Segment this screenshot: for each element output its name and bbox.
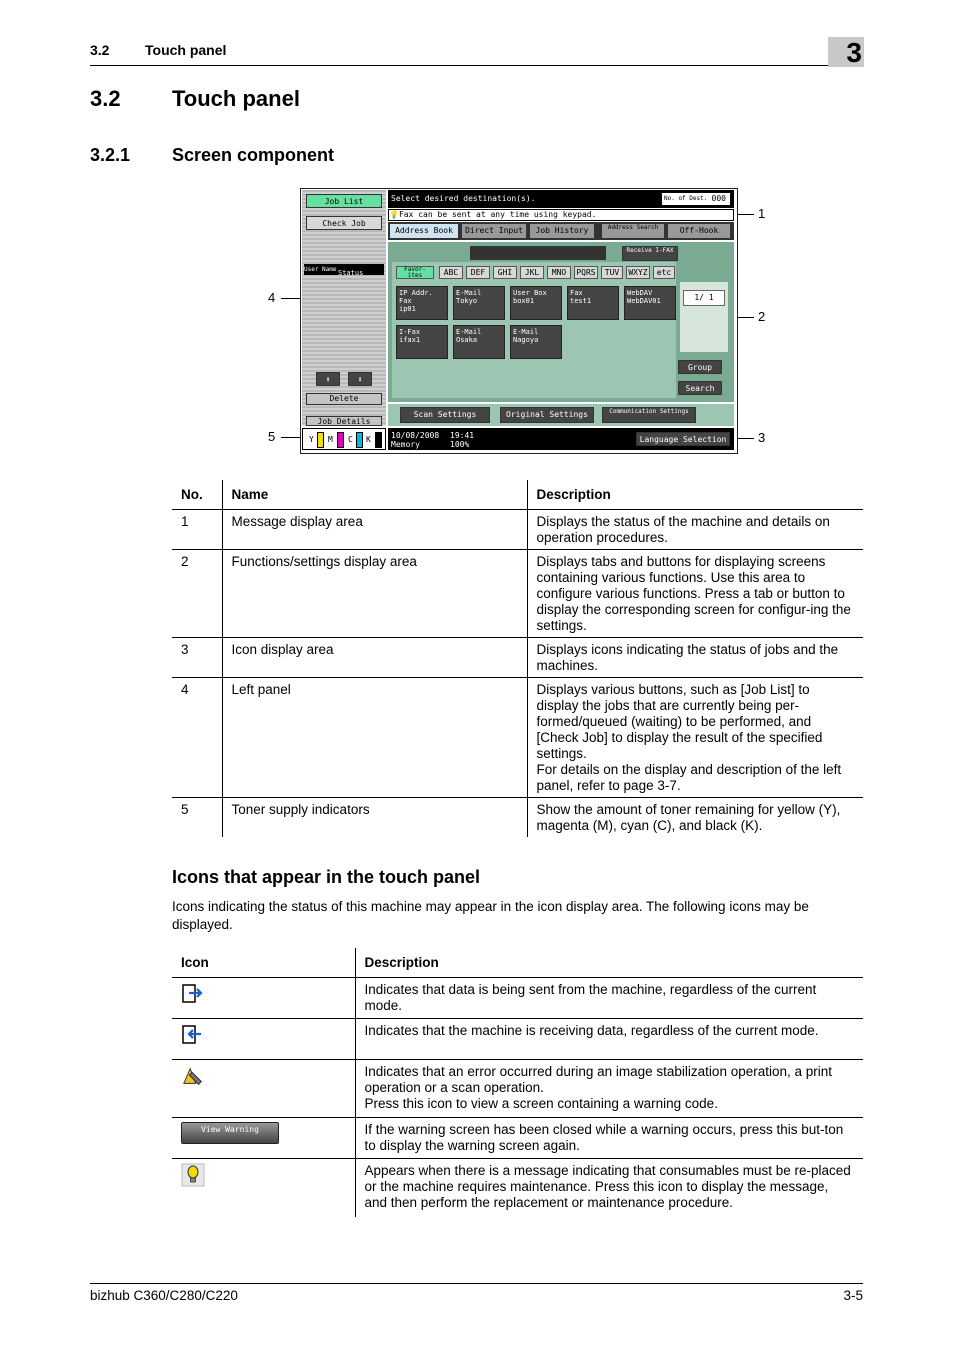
index-ghi[interactable]: GHI (493, 266, 517, 279)
index-abc[interactable]: ABC (439, 266, 463, 279)
icon-cell (172, 1060, 355, 1118)
destination-name: Nagoya (513, 336, 539, 344)
index-etc[interactable]: etc (653, 266, 675, 279)
destination-button[interactable] (453, 286, 505, 320)
date-display: 10/08/2008 (391, 431, 440, 440)
destination-name: WebDAV01 (627, 297, 661, 305)
destination-button[interactable] (567, 286, 619, 320)
table-header-row (172, 948, 863, 978)
row-description: Displays icons indicating the status of jobs and the machines. (527, 638, 863, 678)
row-name: Toner supply indicators (222, 798, 527, 838)
destination-button[interactable] (510, 325, 562, 359)
destination-name: ip01 (399, 305, 416, 313)
scroll-down-button[interactable] (348, 372, 372, 386)
index-mno[interactable]: MNO (547, 266, 571, 279)
tab-address-book[interactable]: Address Book (390, 224, 458, 238)
callout-3: 3 (758, 430, 766, 445)
communication-settings-label: Communication Settings (609, 408, 689, 415)
row-description: Show the amount of toner remaining for yellow (Y), magenta (M), cyan (C), and black (K). (527, 798, 863, 838)
destination-type: E-Mail (513, 328, 539, 336)
table-row (172, 678, 863, 798)
destination-name: test1 (570, 297, 592, 305)
status-column: Status (338, 269, 364, 277)
memory-value: 100% (450, 440, 470, 449)
row-name: Icon display area (222, 638, 527, 678)
callout-5: 5 (268, 429, 276, 444)
destination-type: WebDAV (627, 289, 653, 297)
message-display-area (388, 190, 734, 208)
scroll-up-button[interactable] (316, 372, 340, 386)
screen-component-table (172, 480, 863, 837)
lightbulb-icon: 💡 (389, 210, 399, 219)
callout-line-5 (281, 437, 300, 438)
table-row (172, 1060, 863, 1118)
view-warning-label: View Warning (201, 1125, 259, 1134)
table-row (172, 550, 863, 638)
destination-type: Fax (570, 289, 583, 297)
tab-address-search[interactable]: Address Search (602, 224, 664, 238)
original-settings-label: Original Settings (506, 410, 588, 419)
tab-job-history[interactable]: Job History (530, 224, 594, 238)
callout-2: 2 (758, 309, 766, 324)
icon-cell (172, 1118, 355, 1159)
chapter-tab: 3 (828, 37, 864, 67)
header-section-number: 3.2 (90, 42, 110, 58)
callout-line-1 (737, 214, 754, 215)
callout-line-3 (737, 438, 754, 439)
index-tuv[interactable]: TUV (601, 266, 623, 279)
column-header-description: Description (527, 480, 863, 510)
callout-4: 4 (268, 290, 276, 305)
row-description: Displays tabs and buttons for displaying screens containing various functions. Use this area to configure various functions. Press a tab or button to display the corresponding screen for configur-ing the settings. (527, 550, 863, 638)
icons-section-title: Icons that appear in the touch panel (172, 867, 481, 887)
destination-button[interactable] (396, 286, 448, 320)
destination-count-value: 000 (711, 194, 726, 203)
column-header-description: Description (355, 948, 863, 978)
job-list-button[interactable]: Job List (306, 194, 382, 208)
maintenance-lightbulb-icon[interactable] (181, 1163, 205, 1187)
footer-rule (90, 1283, 863, 1284)
scan-settings-button[interactable] (400, 407, 490, 423)
callout-line-4 (281, 298, 300, 299)
icon-cell (172, 978, 355, 1019)
row-name: Message display area (222, 510, 527, 550)
toner-label-magenta: M (328, 435, 333, 444)
search-field (470, 246, 606, 260)
row-description: Indicates that the machine is receiving data, regardless of the current mode. (355, 1019, 863, 1060)
table-row (172, 1118, 863, 1159)
destination-count-label: No. of Dest. (664, 195, 708, 202)
toner-label-yellow: Y (309, 435, 314, 444)
table-row (172, 510, 863, 550)
communication-settings-button[interactable] (602, 407, 696, 423)
tab-off-hook[interactable]: Off-Hook (668, 224, 730, 238)
destination-button[interactable] (624, 286, 676, 320)
user-name-column: User Name (304, 266, 337, 273)
destination-type: E-Mail (456, 289, 482, 297)
receive-ifax-button[interactable]: Receive I-FAX (622, 246, 678, 261)
column-header-name: Name (222, 480, 527, 510)
data-receiving-icon (181, 1023, 205, 1047)
data-sending-icon (181, 982, 205, 1006)
toner-supply-indicators (302, 428, 386, 450)
destination-name: Osaka (456, 336, 478, 344)
header-section-title: Touch panel (145, 42, 227, 58)
search-button[interactable]: Search (678, 381, 722, 395)
page-nav-panel (680, 282, 728, 352)
table-row (172, 1019, 863, 1060)
index-def[interactable]: DEF (466, 266, 490, 279)
row-description: Displays the status of the machine and details on operation procedures. (527, 510, 863, 550)
heading1-number: 3.2 (90, 86, 121, 111)
message-line-2 (388, 209, 734, 221)
index-wxyz[interactable]: WXYZ (626, 266, 650, 279)
index-pqrs[interactable]: PQRS (574, 266, 598, 279)
index-favorites[interactable]: Favor-ites (396, 266, 434, 279)
column-header-no: No. (172, 480, 222, 510)
destination-button[interactable] (396, 325, 448, 359)
memory-label: Memory (391, 440, 420, 449)
row-no: 1 (172, 510, 222, 550)
table-row (172, 638, 863, 678)
callout-line-2 (737, 317, 754, 318)
job-details-button[interactable]: Job Details (306, 416, 382, 426)
toner-bar-cyan (356, 432, 363, 448)
header-rule (90, 65, 863, 66)
toner-label-black: K (366, 435, 371, 444)
original-settings-button[interactable] (500, 407, 594, 423)
error-warning-icon[interactable] (181, 1064, 205, 1088)
destination-button[interactable] (453, 325, 505, 359)
footer-model: bizhub C360/C280/C220 (90, 1288, 238, 1303)
destination-type: E-Mail (456, 328, 482, 336)
message-text: Select desired destination(s). (391, 194, 536, 203)
tab-direct-input[interactable]: Direct Input (462, 224, 526, 238)
row-description: Displays various buttons, such as [Job List] to display the jobs that are currently being per-formed/queued (waiting) to be performed, and [Check Job] to display the result of the specified settings. For details on the display and description of the left panel, refer to page 3-7. (527, 678, 863, 798)
toner-label-cyan: C (348, 435, 353, 444)
toner-bar-black (375, 432, 382, 448)
column-header-icon: Icon (172, 948, 355, 978)
table-row (172, 978, 863, 1019)
footer-page-number: 3-5 (843, 1288, 863, 1303)
settings-bar (388, 404, 734, 426)
row-description: Indicates that data is being sent from the machine, regardless of the current mode. (355, 978, 863, 1019)
row-no: 5 (181, 802, 189, 817)
view-warning-button[interactable] (181, 1122, 279, 1144)
row-name: Functions/settings display area (222, 550, 527, 638)
icon-cell (172, 1019, 355, 1060)
left-panel (302, 190, 386, 426)
arrow-down-icon: ⬇ (357, 375, 363, 384)
row-description: Appears when there is a message indicating that consumables must be re-placed or the machine requires maintenance. Press this icon to display the message, and then perform the replacement or maintenance procedure. (355, 1159, 863, 1217)
row-no: 2 (172, 550, 222, 638)
check-job-button[interactable]: Check Job (306, 216, 382, 230)
callout-1: 1 (758, 206, 766, 221)
table-row (172, 1159, 863, 1217)
icon-display-area (388, 428, 734, 450)
destination-type: I-Fax (399, 328, 421, 336)
table-row (172, 798, 863, 838)
toner-bar-yellow (317, 432, 324, 448)
arrow-up-icon: ⬆ (325, 375, 331, 384)
row-name: Left panel (222, 678, 527, 798)
group-button[interactable]: Group (678, 360, 722, 374)
row-no: 3 (172, 638, 222, 678)
page-indicator: 1/ 1 (683, 290, 725, 306)
row-no: 4 (172, 678, 222, 798)
destination-type: User Box (513, 289, 547, 297)
index-jkl[interactable]: JKL (520, 266, 544, 279)
tab-bar (388, 222, 734, 240)
row-description: Indicates that an error occurred during an image stabilization operation, a print operation or a scan operation. Press this icon to view a screen containing a warning code. (355, 1060, 863, 1118)
icons-section-intro: Icons indicating the status of this machine may appear in the icon display area. The following icons may be displayed. (172, 899, 809, 932)
heading2-text: Screen component (172, 145, 335, 165)
heading1-text: Touch panel (172, 86, 300, 111)
destination-type: IP Addr. Fax (399, 289, 433, 305)
destination-name: box01 (513, 297, 535, 305)
row-description: If the warning screen has been closed while a warning occurs, press this but-ton to display the warning screen again. (355, 1118, 863, 1159)
toner-bar-magenta (337, 432, 344, 448)
scan-settings-label: Scan Settings (413, 410, 477, 419)
heading2-number: 3.2.1 (90, 145, 131, 165)
destination-button[interactable] (510, 286, 562, 320)
icon-cell (172, 1159, 355, 1217)
message2-text: Fax can be sent at any time using keypad. (398, 210, 597, 219)
time-display: 19:41 (450, 431, 475, 440)
destination-name: Tokyo (456, 297, 478, 305)
delete-button[interactable]: Delete (306, 393, 382, 405)
table-header-row (172, 480, 863, 510)
language-selection-button[interactable]: Language Selection (636, 432, 730, 446)
destination-name: ifax1 (399, 336, 421, 344)
icons-table (172, 948, 863, 1217)
